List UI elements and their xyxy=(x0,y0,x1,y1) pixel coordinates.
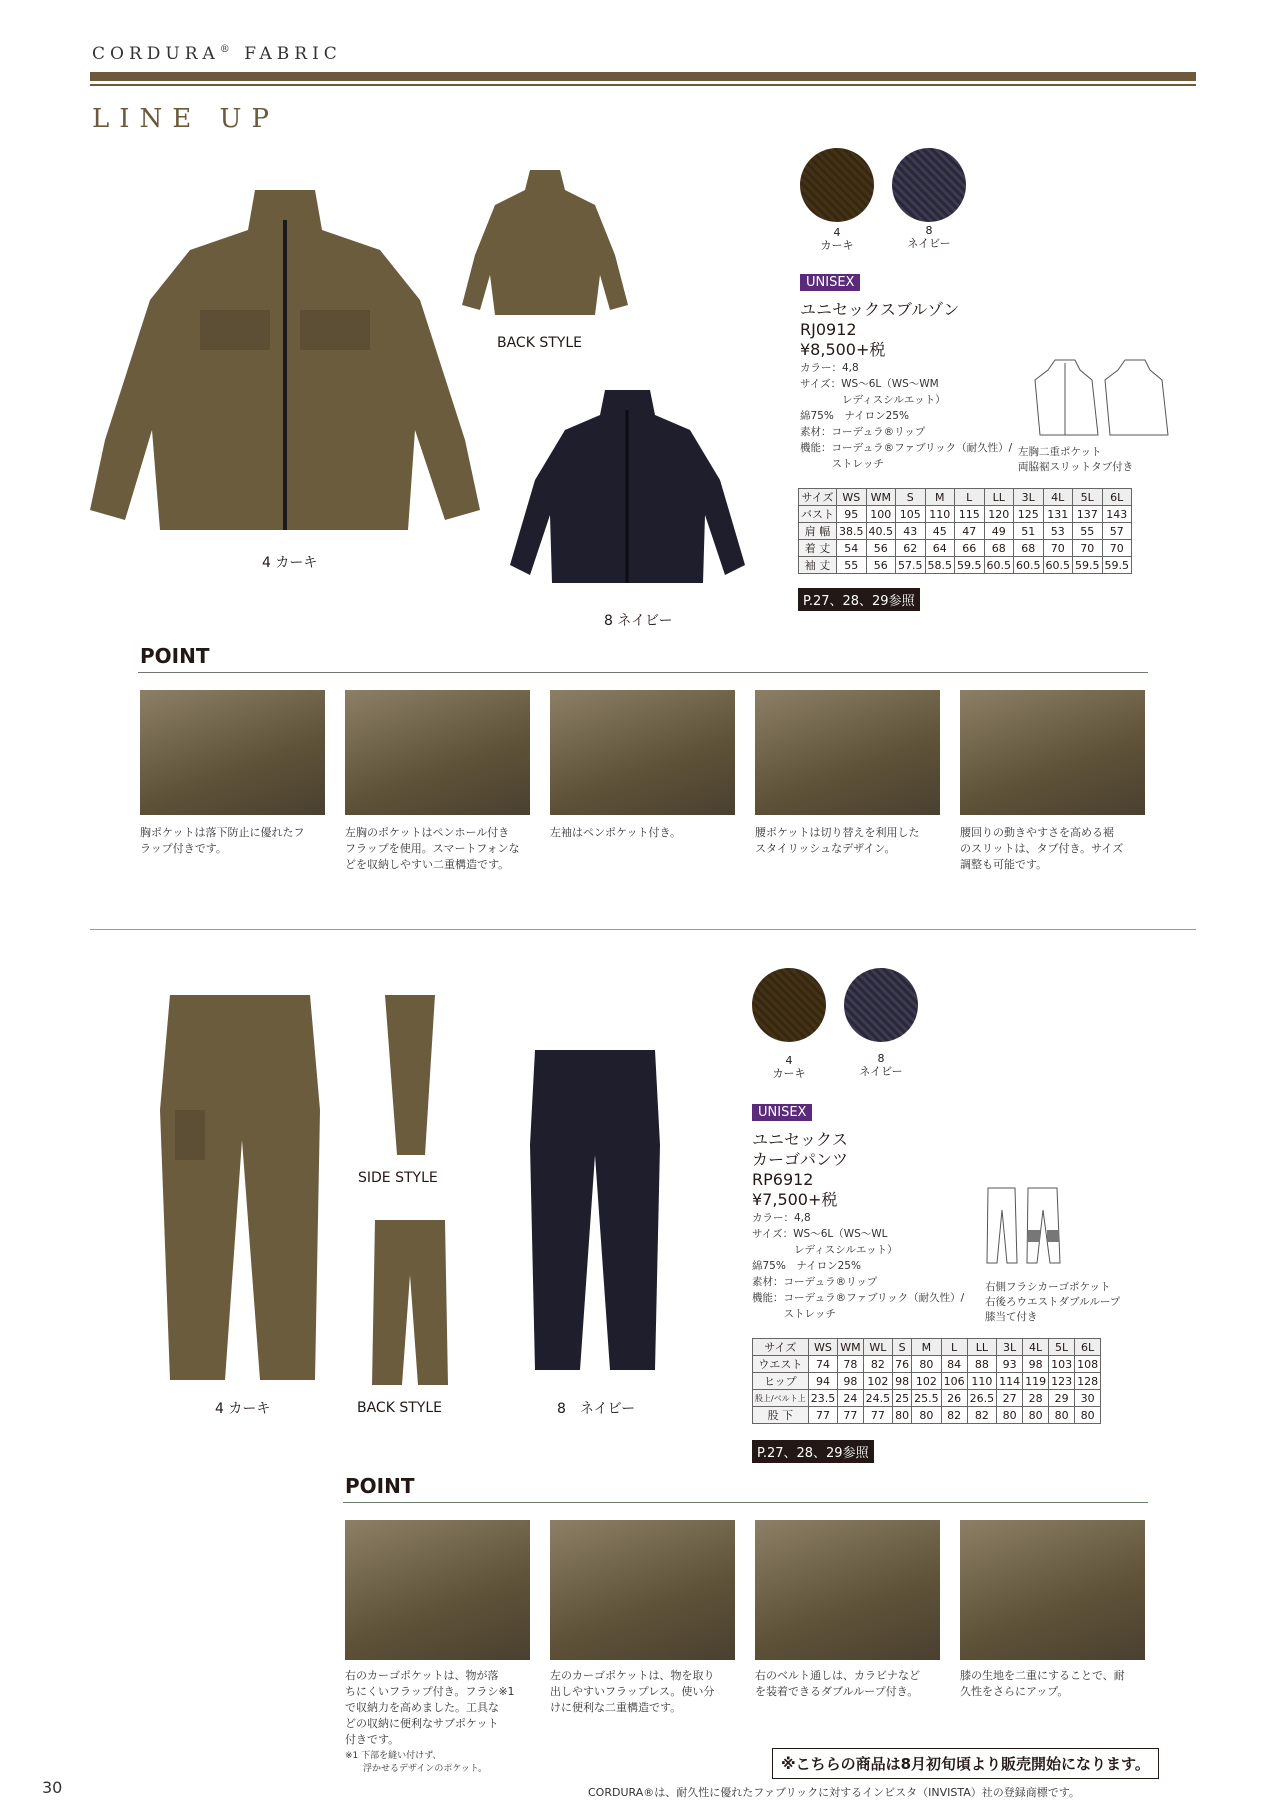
product-price: ¥8,500+税 xyxy=(800,340,886,359)
jacket-khaki-photo xyxy=(90,180,480,550)
table-row: 肩 幅 38.5 40.5 43 45 47 49 51 53 55 57 xyxy=(799,523,1132,540)
trademark-footer: CORDURA®は、耐久性に優れたファブリックに対するインビスタ（INVISTA）社の登録商標です。 xyxy=(588,1786,1080,1799)
pants-size-table: サイズ WS WM WL S M L LL 3L 4L 5L 6L ウエスト 74 78 82 76 80 84 88 93 98 103 108 ヒップ 94 98 102 98 102 106 110 114 119 123 128 股上/ベルト上 23.5 24 24.5 25 25.5 26 26.5 27 28 29 30 股 下 77 77 77 80 80 82 82 80 80 80 80 xyxy=(752,1338,1101,1424)
swatch-khaki xyxy=(752,968,826,1042)
jacket-back-photo xyxy=(460,165,630,325)
point-photo xyxy=(960,1520,1145,1660)
unisex-badge: UNISEX xyxy=(800,274,860,291)
point-caption: 左袖はペンポケット付き。 xyxy=(550,826,682,839)
page-reference: P.27、28、29参照 xyxy=(798,588,920,611)
point-heading: POINT xyxy=(345,1474,415,1498)
swatch-navy-label: 8 ネイビー xyxy=(907,224,951,250)
pants-back-photo xyxy=(370,1215,450,1390)
feature-list: 右側フラシカーゴポケット 右後ろウエストダブルループ 膝当て付き xyxy=(985,1281,1121,1323)
header-rule-thin xyxy=(90,84,1196,86)
release-notice: ※こちらの商品は8月初旬頃より販売開始になります。 xyxy=(772,1748,1159,1779)
point-photo xyxy=(960,690,1145,815)
point-photo xyxy=(345,690,530,815)
point-rule xyxy=(138,672,1148,673)
pants-side-label: SIDE STYLE xyxy=(358,1170,438,1186)
point-photo xyxy=(550,1520,735,1660)
product-code: RP6912 xyxy=(752,1170,814,1189)
table-row: 股上/ベルト上 23.5 24 24.5 25 25.5 26 26.5 27 28 29 30 xyxy=(753,1390,1101,1407)
unisex-badge: UNISEX xyxy=(752,1104,812,1121)
product-name: ユニセックス xyxy=(752,1130,848,1149)
spec-list: カラー：4,8 サイズ：WS〜6L（WS〜WM レディスシルエット） 綿75% ナイロン25% 素材：コーデュラ®リップ 機能：コーデュラ®ファブリック（耐久性）/ ストレッチ xyxy=(800,362,1013,470)
pants-khaki-label: 4 カーキ xyxy=(215,1401,271,1417)
pants-back-label: BACK STYLE xyxy=(357,1400,442,1416)
table-row: バスト 95 100 105 110 115 120 125 131 137 143 xyxy=(799,506,1132,523)
table-row: ヒップ 94 98 102 98 102 106 110 114 119 123 128 xyxy=(753,1373,1101,1390)
table-row: 股 下 77 77 77 80 80 82 82 80 80 80 80 xyxy=(753,1407,1101,1424)
swatch-khaki-label: 4 カーキ xyxy=(772,1054,806,1080)
header-rule xyxy=(90,72,1196,81)
swatch-khaki xyxy=(800,148,874,222)
table-row: 着 丈 54 56 62 64 66 68 68 70 70 70 xyxy=(799,540,1132,557)
page-reference: P.27、28、29参照 xyxy=(752,1440,874,1463)
table-row: 袖 丈 55 56 57.5 58.5 59.5 60.5 60.5 60.5 59.5 59.5 xyxy=(799,557,1132,574)
product-name-2: カーゴパンツ xyxy=(752,1150,849,1169)
point-photo xyxy=(755,1520,940,1660)
pants-khaki-photo xyxy=(150,990,330,1390)
jacket-khaki-label: 4 カーキ xyxy=(262,555,318,571)
feature-list: 左胸二重ポケット 両脇裾スリットタブ付き xyxy=(1018,446,1134,473)
jacket-line-drawing xyxy=(1030,355,1170,445)
swatch-navy xyxy=(844,968,918,1042)
product-price: ¥7,500+税 xyxy=(752,1190,838,1209)
pants-side-photo xyxy=(375,990,445,1160)
point-photo xyxy=(140,690,325,815)
point-heading: POINT xyxy=(140,644,210,668)
point-rule xyxy=(343,1502,1148,1503)
jacket-back-label: BACK STYLE xyxy=(497,335,582,351)
product-name: ユニセックスブルゾン xyxy=(800,300,960,319)
point-caption: 腰回りの動きやすさを高める裾 のスリットは、タブ付き。サイズ 調整も可能です。 xyxy=(960,826,1124,871)
point-caption: 右のカーゴポケットは、物が落 ちにくいフラップ付き。フラシ※1 で収納力を高めました。工具な どの収納に便利なサブポケット 付きです。 xyxy=(345,1669,515,1746)
swatch-khaki-label: 4 カーキ xyxy=(820,226,854,252)
pants-navy-label: 8 ネイビー xyxy=(557,1401,636,1417)
jacket-navy-label: 8 ネイビー xyxy=(604,613,673,629)
point-caption: 胸ポケットは落下防止に優れたフ ラップ付きです。 xyxy=(140,826,305,855)
point-caption: 膝の生地を二重にすることで、耐 久性をさらにアップ。 xyxy=(960,1669,1125,1698)
product-code: RJ0912 xyxy=(800,320,857,339)
jacket-size-table: サイズ WS WM S M L LL 3L 4L 5L 6L バスト 95 100 105 110 115 120 125 131 137 143 肩 幅 38.5 40.5 43 45 47 49 51 53 55 57 着 丈 54 56 62 64 66 68 68 70 70 70 袖 丈 55 56 57.5 58.5 59.5 60.5 60.5 60.5 59.5 59.5 xyxy=(798,488,1132,574)
section-title: LINE UP xyxy=(92,104,279,134)
swatch-navy xyxy=(892,148,966,222)
brand-title: CORDURA® FABRIC xyxy=(92,44,342,64)
point-photo xyxy=(755,690,940,815)
spec-list: カラー：4,8 サイズ：WS〜6L（WS〜WL レディスシルエット） 綿75% ナイロン25% 素材：コーデュラ®リップ 機能：コーデュラ®ファブリック（耐久性）/ ストレッチ xyxy=(752,1212,965,1320)
table-row: ウエスト 74 78 82 76 80 84 88 93 98 103 108 xyxy=(753,1356,1101,1373)
point-photo xyxy=(550,690,735,815)
point-photo xyxy=(345,1520,530,1660)
point-caption: 腰ポケットは切り替えを利用した スタイリッシュなデザイン。 xyxy=(755,826,920,855)
jacket-navy-photo xyxy=(505,385,750,590)
pants-navy-photo xyxy=(525,1045,665,1375)
page-number: 30 xyxy=(42,1778,63,1797)
point-caption: 左のカーゴポケットは、物を取り 出しやすいフラップレス。使い分 けに便利な二重構造です。 xyxy=(550,1669,715,1714)
section-divider xyxy=(90,929,1196,930)
pants-line-drawing xyxy=(985,1185,1065,1265)
swatch-navy-label: 8 ネイビー xyxy=(859,1052,903,1078)
point-caption: 右のベルト通しは、カラビナなど を装着できるダブルループ付き。 xyxy=(755,1669,920,1698)
point-caption: 左胸のポケットはペンホール付き フラップを使用。スマートフォンな どを収納しやすい二重構造です。 xyxy=(345,826,520,871)
footnote: ※1 下部を縫い付けず、 浮かせるデザインのポケット。 xyxy=(345,1751,488,1774)
